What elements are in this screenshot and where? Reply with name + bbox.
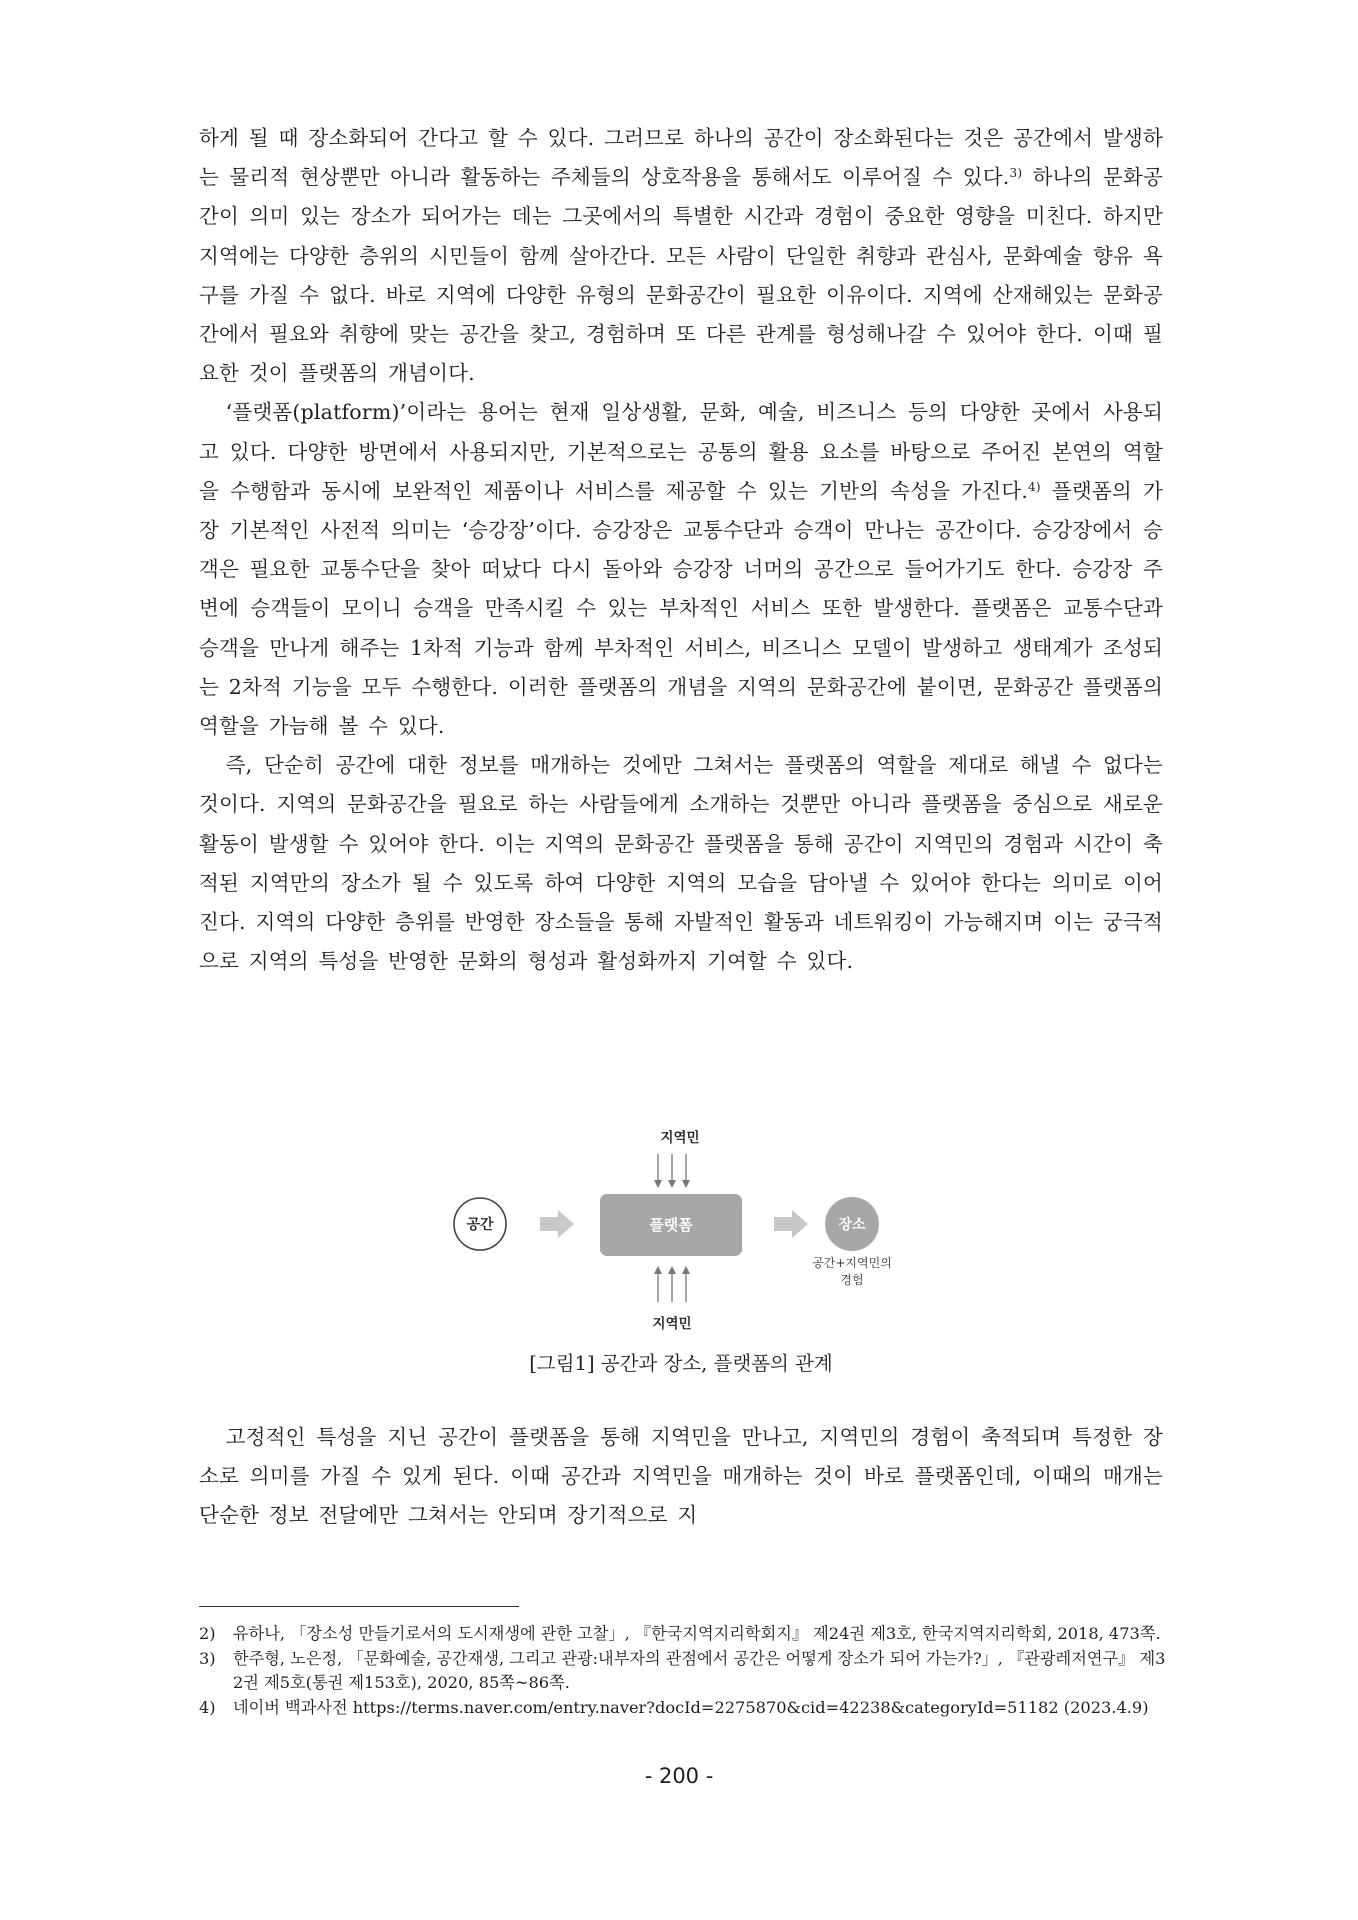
up-arrows [654, 1266, 690, 1302]
footnote-4 [199, 1696, 1169, 1721]
platform-box-label: 플랫폼 [649, 1216, 693, 1234]
footnote-number: 4) [199, 1697, 216, 1717]
top-label-residents: 지역민 [660, 1130, 700, 1146]
paragraph-2 [199, 393, 1163, 746]
footnote-number: 2) [199, 1624, 216, 1643]
paragraph-2-text: ‘플랫폼(platform)’이라는 용어는 현재 일상생활, 문화, 예술, 비즈니스 등의 다양한 곳에서 사용되고 있다. 다양한 방면에서 사용되지만, 기본적으로는 공통의 활용 요소를 바탕으로 주어진 본연의 역할을 수행함과 동시에 보완적인 제품이나 서비스를 제공할 수 있는 기반의 속성을 가진다. [199, 400, 1163, 503]
place-note-line1: 공간+지역민의 [812, 1256, 892, 1270]
bottom-label-residents: 지역민 [652, 1316, 692, 1332]
footnote-number: 3) [199, 1648, 216, 1668]
footnote-text-with-link[interactable]: 네이버 백과사전 https://terms.naver.com/entry.naver?docId=2275870&cid=42238&categoryId=51182 (2023.4.9) [233, 1697, 1149, 1717]
footnote-2 [199, 1622, 1169, 1647]
paragraph-1-text-continued: 하나의 문화공간이 의미 있는 장소가 되어가는 데는 그곳에서의 특별한 시간과 경험이 중요한 영향을 미친다. 하지만 지역에는 다양한 층위의 시민들이 함께 살아간다. 모든 사람이 단일한 취향과 관심사, 문화예술 향유 욕구를 가질 수 없다. 바로 지역에 다양한 유형의 문화공간이 필요한 이유이다. 지역에 산재해있는 문화공간에서 필요와 취향에 맞는 공간을 찾고, 경험하며 또 다른 관계를 형성해나갈 수 있어야 한다. 이때 필요한 것이 플랫폼의 개념이다. [199, 165, 1164, 386]
footnote-text: 한주형, 노은정, 「문화예술, 공간재생, 그리고 관광:내부자의 관점에서 공간은 어떻게 장소가 되어 가는가?」, 『관광레저연구』 제32권 제5호(통권 제153호), 2020, 85쪽~86쪽. [233, 1648, 1166, 1692]
place-node-label: 장소 [838, 1217, 866, 1233]
footnote-ref-3[interactable]: 3) [1009, 166, 1023, 181]
arrow-right-icon [540, 1210, 574, 1238]
arrow-right-icon [774, 1210, 808, 1238]
body-text-top [199, 119, 1163, 981]
place-note-line2: 경험 [840, 1273, 864, 1287]
footnotes [199, 1622, 1169, 1720]
figure-caption: [그림1] 공간과 장소, 플랫폼의 관계 [529, 1352, 833, 1375]
footnote-ref-4[interactable]: 4) [1028, 479, 1041, 494]
footnote-3 [199, 1647, 1169, 1696]
space-node-label: 공간 [466, 1217, 494, 1233]
paragraph-4: 고정적인 특성을 지닌 공간이 플랫폼을 통해 지역민을 만나고, 지역민의 경험이 축적되며 특정한 장소로 의미를 가질 수 있게 된다. 이때 공간과 지역민을 매개하는 것이 바로 플랫폼인데, 이때의 매개는 단순한 정보 전달에만 그쳐서는 안되며 장기적으로 지 [199, 1425, 1163, 1528]
paragraph-2-text-continued: 플랫폼의 가장 기본적인 사전적 의미는 ‘승강장’이다. 승강장은 교통수단과 승객이 만나는 공간이다. 승강장에서 승객은 필요한 교통수단을 찾아 떠났다 다시 돌아와 승강장 너머의 공간으로 들어가기도 한다. 승강장 주변에 승객들이 모이니 승객을 만족시킬 수 있는 부차적인 서비스 또한 발생한다. 플랫폼은 교통수단과 승객을 만나게 해주는 1차적 기능과 함께 부차적인 서비스, 비즈니스 모델이 발생하고 생태계가 조성되는 2차적 기능을 모두 수행한다. 이러한 플랫폼의 개념을 지역의 문화공간에 붙이면, 문화공간 플랫폼의 역할을 가늠해 볼 수 있다. [199, 478, 1164, 739]
page-number: - 200 - [644, 1764, 714, 1788]
paragraph-3 [199, 746, 1163, 981]
footnote-text: 유하나, 「장소성 만들기로서의 도시재생에 관한 고찰」, 『한국지역지리학회지』 제24권 제3호, 한국지역지리학회, 2018, 473쪽. [233, 1624, 1161, 1643]
footnote-divider [199, 1606, 519, 1607]
body-text-after-figure [199, 1418, 1163, 1536]
paragraph-1-text: 하게 될 때 장소화되어 간다고 할 수 있다. 그러므로 하나의 공간이 장소화된다는 것은 공간에서 발생하는 물리적 현상뿐만 아니라 활동하는 주체들의 상호작용을 통해서도 이루어질 수 있다. [199, 126, 1163, 190]
space-place-platform-diagram [440, 1122, 920, 1357]
paragraph-3-text: 즉, 단순히 공간에 대한 정보를 매개하는 것에만 그쳐서는 플랫폼의 역할을 제대로 해낼 수 없다는 것이다. 지역의 문화공간을 필요로 하는 사람들에게 소개하는 것뿐만 아니라 플랫폼을 중심으로 새로운 활동이 발생할 수 있어야 한다. 이는 지역의 문화공간 플랫폼을 통해 공간이 지역민의 경험과 시간이 축적된 지역만의 장소가 될 수 있도록 하여 다양한 지역의 모습을 담아낼 수 있어야 한다는 의미로 이어진다. 지역의 다양한 층위를 반영한 장소들을 통해 자발적인 활동과 네트워킹이 가능해지며 이는 궁극적으로 지역의 특성을 반영한 문화의 형성과 활성화까지 기여할 수 있다. [199, 753, 1163, 974]
down-arrows [654, 1154, 690, 1188]
paragraph-1 [199, 119, 1163, 393]
